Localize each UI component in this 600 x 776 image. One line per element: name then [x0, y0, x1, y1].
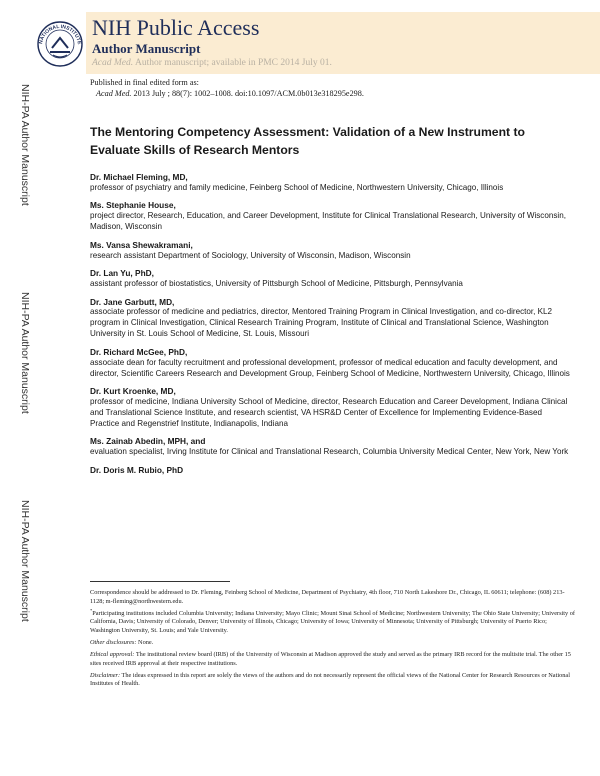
citation-line: [90, 88, 570, 99]
author-entry: [90, 172, 570, 194]
author-entry: [90, 436, 570, 458]
author-affiliation: professor of psychiatry and family medicine, Feinberg School of Medicine, Northwestern University, Chicago, Illinois: [90, 182, 504, 192]
author-list: [90, 172, 570, 482]
author-entry: [90, 347, 570, 380]
participating-institutions-note: [90, 607, 576, 636]
sidebar-label-top: NIH-PA Author Manuscript: [19, 84, 31, 206]
author-entry: [90, 297, 570, 341]
author-affiliation: assistant professor of biostatistics, University of Pittsburgh School of Medicine, Pittsburgh, Pennsylvania: [90, 279, 463, 289]
author-affiliation: associate dean for faculty recruitment and professional development, professor of medical education and faculty development, and director, Scientific Careers Research and Development Group, Feinberg School of Medicine, Northwestern University, Chicago, Illinois: [90, 357, 570, 378]
sidebar-label-middle: NIH-PA Author Manuscript: [19, 292, 31, 414]
other-disclosures-note: [90, 639, 575, 648]
ethical-approval-note: [90, 651, 575, 668]
availability-journal: Acad Med.: [92, 58, 134, 68]
availability-line: [92, 58, 332, 68]
other-disclosures-text: None.: [136, 638, 154, 646]
participating-text: Participating institutions included Columbia University; Indiana University; Mayo Clinic; Mount Sinai School of Medicine; Northwestern University; The Ohio State University; University of California, Davis; University of Colorado, Denver; University of Illinois, Chicago; University of Iowa; University of Minnesota; University of Pittsburgh; University of Puerto Rico; Washington University, St. Louis; and Yale University.: [90, 609, 576, 634]
disclaimer-label: Disclaimer:: [90, 671, 121, 679]
author-entry: [90, 200, 570, 233]
nih-seal-logo: [36, 12, 84, 72]
footnotes: [90, 589, 575, 692]
author-affiliation: evaluation specialist, Irving Institute for Clinical and Translational Research, Columbia University Medical Center, New York, New York: [90, 447, 569, 457]
availability-text: Author manuscript; available in PMC 2014 July 01.: [135, 58, 332, 68]
author-entry: [90, 386, 570, 430]
article-title: The Mentoring Competency Assessment: Validation of a New Instrument to Evaluate Skills of Research Mentors: [90, 125, 525, 157]
citation-details: 2013 July ; 88(7): 1002–1008. doi:10.1097/ACM.0b013e318295e298.: [131, 89, 364, 98]
author-entry: [90, 465, 570, 476]
nih-public-access-title: NIH Public Access: [92, 15, 260, 40]
correspondence-note: Correspondence should be addressed to Dr. Fleming, Feinberg School of Medicine, Department of Psychiatry, 4th floor, 710 North Lakeshore Dr., Chicago, IL 60611; telephone: (608) 213-1128; m-fleming@northwestern.edu.: [90, 589, 565, 605]
author-affiliation: associate professor of medicine and pediatrics, director, Mentored Training Program in Clinical Investigation, and co-director, KL2 program in Clinical Investigation, Clinical Research Training Program, Institute of Clinical and Translational Science, Washington University in St. Louis School of Medicine, St. Louis, Missouri: [90, 307, 553, 339]
author-name: Dr. Richard McGee, PhD,: [90, 346, 188, 357]
author-affiliation: project director, Research, Education, and Career Development, Institute for Clinical Translational Research, University of Wisconsin, Madison, Wisconsin: [90, 211, 566, 232]
publication-info: [90, 77, 570, 99]
author-manuscript-label: Author Manuscript: [92, 41, 201, 56]
published-line: Published in final edited form as:: [90, 78, 199, 87]
author-name: Dr. Lan Yu, PhD,: [90, 268, 154, 279]
author-name: Ms. Stephanie House,: [90, 200, 176, 211]
author-name: Dr. Doris M. Rubio, PhD: [90, 464, 184, 475]
author-name: Dr. Michael Fleming, MD,: [90, 172, 188, 182]
author-entry: [90, 268, 570, 290]
author-name: Ms. Vansa Shewakramani,: [90, 239, 193, 250]
author-name: Dr. Jane Garbutt, MD,: [90, 296, 175, 307]
author-entry: [90, 240, 570, 262]
ethical-approval-text: The institutional review board (IRB) of the University of Wisconsin at Madison approved the study and served as the primary IRB record for the multisite trial. The other 15 sites received IRB approval at their respective institutions.: [90, 651, 571, 667]
footnote-marker: *: [90, 607, 93, 613]
seal-ring-text: NATIONAL INSTITUTE: [38, 23, 82, 45]
disclaimer-note: [90, 672, 575, 689]
author-affiliation: professor of medicine, Indiana University School of Medicine, director, Research Education and Career Development, Indiana Clinical and Translational Science Institute, and research scientist, VA HSR&D Center of Excellence for Implementing Evidence-Based Practice and Regenstrief Institute, Indianapolis, Indiana: [90, 396, 568, 428]
author-name: Ms. Zainab Abedin, MPH, and: [90, 436, 206, 447]
citation-journal: Acad Med.: [96, 89, 132, 98]
ethical-approval-label: Ethical approval:: [90, 651, 135, 659]
disclaimer-text: The ideas expressed in this report are solely the views of the authors and do not necessarily represent the official views of the National Center for Research Resources or National Institutes of Health.: [90, 671, 570, 688]
sidebar-label-bottom: NIH-PA Author Manuscript: [19, 500, 31, 622]
author-affiliation: research assistant Department of Sociology, University of Wisconsin, Madison, Wisconsin: [90, 250, 411, 260]
other-disclosures-label: Other disclosures:: [90, 638, 137, 646]
author-name: Dr. Kurt Kroenke, MD,: [90, 386, 176, 397]
footnote-divider: [90, 581, 230, 582]
